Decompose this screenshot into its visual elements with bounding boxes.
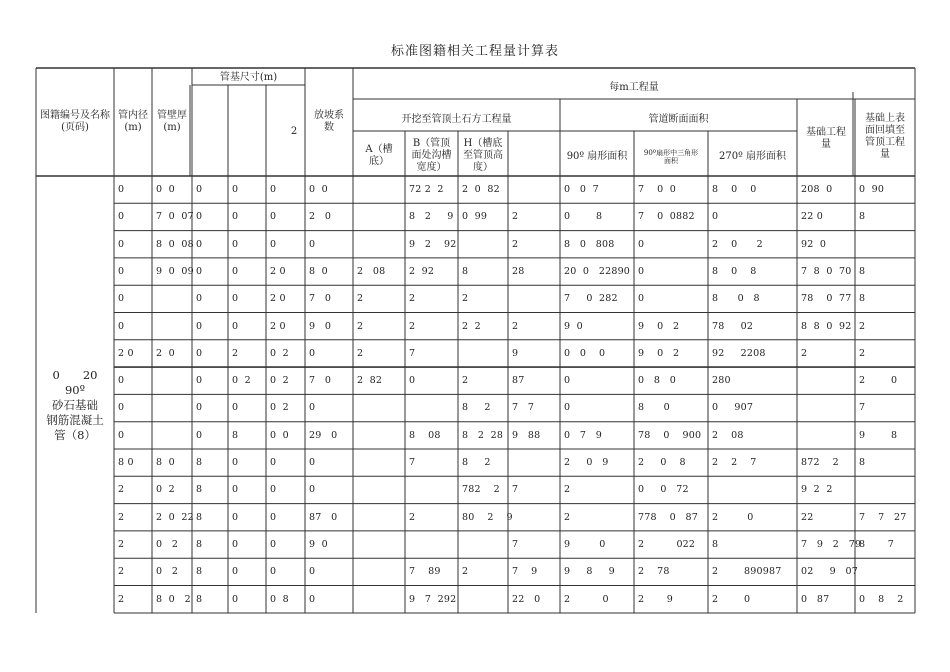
table-cell: 0 <box>638 238 645 250</box>
table-cell: 0 99 <box>462 211 488 223</box>
table-cell: 2 0 9 <box>564 457 609 468</box>
table-cell: 8 0 808 <box>564 238 615 250</box>
table-cell: 778 0 87 <box>638 511 699 523</box>
table-cell: 0 <box>118 238 125 250</box>
table-cell: 0 <box>309 593 316 605</box>
table-cell: 0 8 <box>270 593 289 605</box>
table-cell: 0 8 <box>564 211 603 223</box>
table-cell: 0 <box>118 375 125 387</box>
table-cell: 0 <box>232 211 239 223</box>
table-cell: 2 <box>512 238 519 250</box>
table-cell: 0 0 72 <box>638 484 689 496</box>
table-cell: 8 7 <box>859 538 895 550</box>
table-cell: 0 <box>118 184 125 195</box>
table-cell: 9 8 9 <box>564 566 615 578</box>
table-cell: 2 890987 <box>712 566 782 578</box>
table-cell: 8 2 <box>462 402 491 414</box>
table-cell: 80 2 9 <box>462 511 513 523</box>
table-cell: 2 0 <box>270 265 286 277</box>
table-cell: 0 <box>712 211 719 223</box>
table-cell: 0 <box>309 566 316 578</box>
table-cell: 2 0 <box>712 593 751 605</box>
table-cell: 28 <box>512 265 525 277</box>
table-cell: 78 02 <box>712 320 754 332</box>
table-cell: 2 022 <box>638 538 696 550</box>
table-cell: 0 <box>270 511 277 523</box>
table-cell: 2 <box>564 511 571 523</box>
table-cell: 0 <box>232 320 239 332</box>
table-cell: 9 0 <box>309 538 328 550</box>
table-cell: 280 <box>712 375 731 387</box>
table-cell: 2 <box>118 566 125 578</box>
table-cell: 22 <box>801 511 814 523</box>
table-cell: 0 <box>196 375 203 387</box>
table-cell: 7 <box>409 457 416 468</box>
table-cell: 0 <box>270 184 277 195</box>
table-cell: 2 <box>512 211 519 223</box>
table-cell: 8 <box>196 511 203 523</box>
table-cell: 2 <box>118 511 125 523</box>
table-cell: 9 0 2 <box>638 347 680 359</box>
table-cell: 0 <box>196 184 203 195</box>
table-cell: 8 0 <box>156 457 175 468</box>
table-cell: 0 <box>638 293 645 305</box>
table-cell: 0 <box>118 429 125 441</box>
table-cell: 2 <box>118 484 125 496</box>
table-cell: 0 <box>232 593 239 605</box>
table-cell: 7 <box>512 484 519 496</box>
table-cell: 0 <box>118 211 125 223</box>
table-cell: 0 <box>270 238 277 250</box>
table-cell: 9 8 <box>859 429 898 441</box>
table-cell: 0 <box>309 484 316 496</box>
table-cell: 2 <box>409 320 416 332</box>
header-base-size: 管基尺寸(m) <box>219 72 278 83</box>
table-cell: 8 0 <box>118 457 134 468</box>
table-cell: 2 0 8 <box>638 457 686 468</box>
table-cell: 2 <box>357 320 364 332</box>
table-cell: 0 <box>232 293 239 305</box>
table-cell: 2 0 <box>156 347 175 359</box>
table-cell: 0 <box>270 211 277 223</box>
table-cell: 2 <box>462 566 469 578</box>
table-cell: 8 <box>196 593 203 605</box>
table-cell: 0 0 <box>270 429 289 441</box>
table-cell: 8 <box>859 211 866 223</box>
table-cell: 2 <box>232 347 239 359</box>
table-cell: 0 <box>196 429 203 441</box>
table-cell: 7 <box>512 538 519 550</box>
table-cell: 22 0 <box>801 211 823 223</box>
table-cell: 8 <box>196 566 203 578</box>
table-cell: 72 2 2 <box>409 184 444 195</box>
table-cell: 0 <box>118 293 125 305</box>
table-cell: 9 88 <box>512 429 541 441</box>
table-cell: 0 8 2 <box>859 593 904 605</box>
header-section: 管道断面面积 <box>648 114 709 125</box>
table-cell: 0 <box>270 538 277 550</box>
table-cell: 2 08 <box>357 265 386 277</box>
table-cell: 2 <box>801 347 808 359</box>
table-cell: 2 <box>462 375 469 387</box>
table-cell: 78 0 900 <box>638 429 702 441</box>
table-cell: 0 <box>232 538 239 550</box>
table-cell: 8 0 <box>309 265 328 277</box>
table-cell: 2 <box>357 347 364 359</box>
table-cell: 0 <box>270 457 277 468</box>
table-cell: 2 0 <box>270 320 286 332</box>
header-excavation: 开挖至管顶土石方工程量 <box>401 114 512 125</box>
table-cell: 8 <box>196 484 203 496</box>
table-cell: 2 78 <box>638 566 670 578</box>
table-cell: 02 9 07 <box>801 566 858 578</box>
table-cell: 7 0 0 <box>638 184 677 195</box>
table-cell: 8 08 <box>409 429 441 441</box>
table-cell: 8 0 08 <box>156 238 194 250</box>
table-cell: 0 <box>196 402 203 414</box>
table-cell: 2 <box>564 484 571 496</box>
table-cell: 7 0 07 <box>156 211 194 223</box>
table-cell: 0 2 <box>156 538 179 550</box>
table-cell: 87 <box>512 375 525 387</box>
table-cell: 2 0 82 <box>462 184 500 195</box>
table-cell: 2 92 <box>409 265 435 277</box>
table-cell: 2 <box>357 293 364 305</box>
table-cell: 9 <box>512 347 519 359</box>
table-cell: 8 0 8 <box>712 293 760 305</box>
table-cell: 0 <box>309 402 316 414</box>
table-cell: 0 90 <box>859 184 885 195</box>
header-foundation: 基础工程 量 <box>806 127 846 150</box>
table-cell: 872 2 <box>801 457 839 468</box>
table-cell: 7 0 <box>309 375 332 387</box>
table-cell: 7 0 0882 <box>638 211 695 223</box>
table-cell: 0 <box>118 402 125 414</box>
table-cell: 7 7 27 <box>859 511 907 523</box>
table-cell: 2 0 22 <box>156 511 194 523</box>
table-cell: 0 <box>232 184 239 195</box>
table-cell: 7 9 2 79 <box>801 538 862 550</box>
table-cell: 0 <box>196 238 203 250</box>
table-cell: 0 7 9 <box>564 429 603 441</box>
header-id: 图籍编号及名称(页码) <box>40 110 110 133</box>
table-cell: 0 907 <box>712 402 754 414</box>
header-sub-h: H（槽底 至管顶高 度） <box>463 138 503 173</box>
header-sub-a: A（槽 底） <box>365 144 393 167</box>
table-cell: 8 <box>859 293 866 305</box>
table-cell: 0 <box>196 347 203 359</box>
table-cell: 9 2 2 <box>801 484 833 496</box>
table-cell: 0 <box>232 402 239 414</box>
table-cell: 2 0 <box>118 347 134 359</box>
merged-row-label: 0 20 90º 砂石基础 钢筋混凝土 管（8） <box>46 368 104 442</box>
table-cell: 87 0 <box>309 511 338 523</box>
table-cell: 0 <box>270 566 277 578</box>
table-cell: 0 0 0 <box>564 347 606 359</box>
table-cell: 92 0 <box>801 238 827 250</box>
table-cell: 8 2 28 <box>462 429 504 441</box>
table-cell: 9 0 09 <box>156 265 194 277</box>
table-cell: 0 2 <box>270 402 289 414</box>
table-cell: 2 <box>409 511 416 523</box>
table-cell: 0 2 <box>156 566 179 578</box>
table-cell: 2 2 <box>462 320 481 332</box>
table-cell: 7 0 282 <box>564 293 618 305</box>
table-cell: 208 0 <box>801 184 833 195</box>
table-cell: 0 <box>196 293 203 305</box>
table-cell: 8 0 0 <box>712 184 757 195</box>
header-backfill: 基础上表 面回填至 管顶工程 量 <box>865 113 905 160</box>
table-cell: 7 9 <box>512 566 538 578</box>
table-cell: 9 2 92 <box>409 238 457 250</box>
table-cell: 0 0 7 <box>564 184 599 195</box>
header-sub-b: B（管顶 面处沟槽 宽度） <box>411 138 452 173</box>
table-cell: 9 0 <box>564 538 606 550</box>
table-cell: 0 0 <box>156 184 175 195</box>
table-cell: 2 0 <box>712 511 754 523</box>
table-cell: 8 2 <box>462 457 491 468</box>
table-cell: 2 0 <box>270 293 286 305</box>
table-cell: 0 <box>638 265 645 277</box>
table-cell: 2 <box>859 320 866 332</box>
table-cell: 22 0 <box>512 593 541 605</box>
table-cell: 7 <box>409 347 416 359</box>
table-cell: 0 <box>309 457 316 468</box>
table-cell: 2 9 <box>638 593 674 605</box>
table-cell: 0 <box>232 457 239 468</box>
table-cell: 2 <box>118 593 125 605</box>
table-cell: 0 87 <box>801 593 830 605</box>
table-cell: 78 0 77 <box>801 293 852 305</box>
table-cell: 8 <box>196 457 203 468</box>
table-cell: 8 0 2 <box>156 593 191 605</box>
table-cell: 0 <box>118 265 125 277</box>
table-cell: 2 0 <box>564 593 609 605</box>
table-cell: 8 <box>712 538 719 550</box>
header-slope: 放坡系 数 <box>314 110 344 133</box>
table-cell: 0 <box>196 211 203 223</box>
table-cell: 0 2 <box>270 347 289 359</box>
table-cell: 9 0 <box>309 320 332 332</box>
table-cell: 92 2208 <box>712 347 766 359</box>
table-cell: 0 <box>196 320 203 332</box>
table-cell: 2 <box>512 320 519 332</box>
table-cell: 2 82 <box>357 375 383 387</box>
table-cell: 2 <box>859 347 866 359</box>
header-base-value: 2 <box>290 126 298 137</box>
table-cell: 8 <box>232 429 239 441</box>
table-cell: 0 <box>232 511 239 523</box>
table-cell: 0 0 <box>309 184 328 195</box>
table-cell: 7 0 <box>309 293 332 305</box>
table-cell: 9 7 292 <box>409 593 457 605</box>
table-cell: 2 <box>409 293 416 305</box>
table-cell: 0 <box>232 566 239 578</box>
table-cell: 8 <box>462 265 469 277</box>
table-cell: 0 <box>196 265 203 277</box>
table-cell: 782 2 <box>462 484 500 496</box>
table-cell: 0 <box>564 375 571 387</box>
table-cell: 2 0 2 <box>712 238 763 250</box>
table-cell: 2 <box>118 538 125 550</box>
table-cell: 8 2 9 <box>409 211 454 223</box>
table-cell: 8 0 <box>638 402 670 414</box>
header-sec-triangle: 90º扇形中三角形 面积 <box>643 149 699 165</box>
table-cell: 20 0 22890 <box>564 265 631 277</box>
table-cell: 0 <box>309 238 316 250</box>
table-cell: 2 0 <box>309 211 332 223</box>
header-diameter: 管内径 (m) <box>118 110 148 133</box>
table-cell: 0 <box>309 347 316 359</box>
table-cell: 8 <box>859 265 866 277</box>
table-cell: 9 0 <box>564 320 583 332</box>
header-sec-270: 270º 扇形面积 <box>719 151 786 162</box>
table-cell: 0 <box>232 484 239 496</box>
table-cell: 0 2 <box>270 375 289 387</box>
table-cell: 0 <box>409 375 416 387</box>
header-sec-90: 90º 扇形面积 <box>566 151 628 162</box>
table-cell: 7 89 <box>409 566 441 578</box>
table-cell: 8 0 8 <box>712 265 757 277</box>
table-cell: 2 08 <box>712 429 744 441</box>
table-cell: 0 2 <box>232 375 251 387</box>
table-cell: 2 <box>462 293 469 305</box>
table-cell: 0 2 <box>156 484 175 496</box>
table-cell: 7 <box>859 402 866 414</box>
table-cell: 2 2 7 <box>712 457 757 468</box>
table-cell: 2 0 <box>859 375 898 387</box>
table-cell: 8 8 0 92 <box>801 320 852 332</box>
table-title: 标准图籍相关工程量计算表 <box>390 44 559 59</box>
table-cell: 0 <box>232 238 239 250</box>
table-cell: 7 7 <box>512 402 535 414</box>
table-cell: 0 <box>270 484 277 496</box>
table-cell: 8 <box>196 538 203 550</box>
table-cell: 7 8 0 70 <box>801 265 852 277</box>
table-cell: 29 0 <box>309 429 338 441</box>
header-per-meter: 每m工程量 <box>609 82 659 93</box>
table-cell: 8 <box>859 457 866 468</box>
table-cell: 0 <box>118 320 125 332</box>
header-wall: 管壁厚 (m) <box>157 110 187 133</box>
table-cell: 9 0 2 <box>638 320 680 332</box>
table-cell: 0 8 0 <box>638 375 677 387</box>
table-cell: 0 <box>232 265 239 277</box>
table-cell: 0 <box>564 402 571 414</box>
